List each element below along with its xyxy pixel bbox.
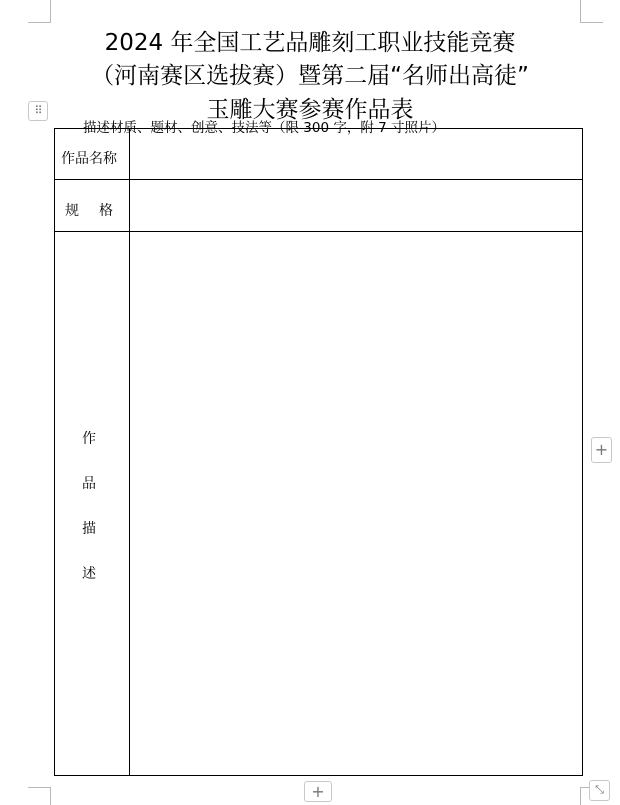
- page-corner-top-right: [580, 0, 603, 23]
- add-row-button[interactable]: [304, 781, 332, 802]
- description-hint-text: 描述材质、题材、创意、技法等（限 300 字，附 7 寸照片）: [83, 120, 446, 136]
- plus-icon: +: [311, 782, 325, 801]
- document-title-line-1: 2024 年全国工艺品雕刻工职业技能竞赛: [104, 30, 516, 56]
- document-title-line-2: （河南赛区选拔赛）暨第二届“名师出高徒”: [91, 63, 529, 89]
- work-name-label: 作品名称: [61, 151, 117, 167]
- spec-label: [65, 202, 113, 220]
- page-corner-top-left: [28, 0, 51, 23]
- document-title-line-3: 玉雕大赛参赛作品表: [206, 97, 414, 123]
- resize-icon: ⤡: [595, 783, 604, 796]
- description-label-char-1: 作: [82, 431, 96, 447]
- spec-label-char-1: 规: [65, 203, 79, 219]
- table-move-handle[interactable]: [28, 101, 48, 121]
- page-corner-bottom-left: [28, 787, 51, 805]
- table-resize-handle[interactable]: [589, 780, 610, 801]
- description-label-char-4: 述: [82, 566, 96, 582]
- add-column-button[interactable]: [591, 437, 612, 463]
- drag-grip-icon: ⠿: [34, 104, 42, 117]
- spec-field[interactable]: [130, 180, 582, 231]
- spec-label-char-2: 格: [99, 203, 113, 219]
- description-label-char-2: 品: [82, 476, 96, 492]
- description-label-char-3: 描: [82, 521, 96, 537]
- entry-form-table: [54, 128, 583, 776]
- plus-icon: +: [594, 440, 609, 459]
- description-field[interactable]: [130, 232, 582, 775]
